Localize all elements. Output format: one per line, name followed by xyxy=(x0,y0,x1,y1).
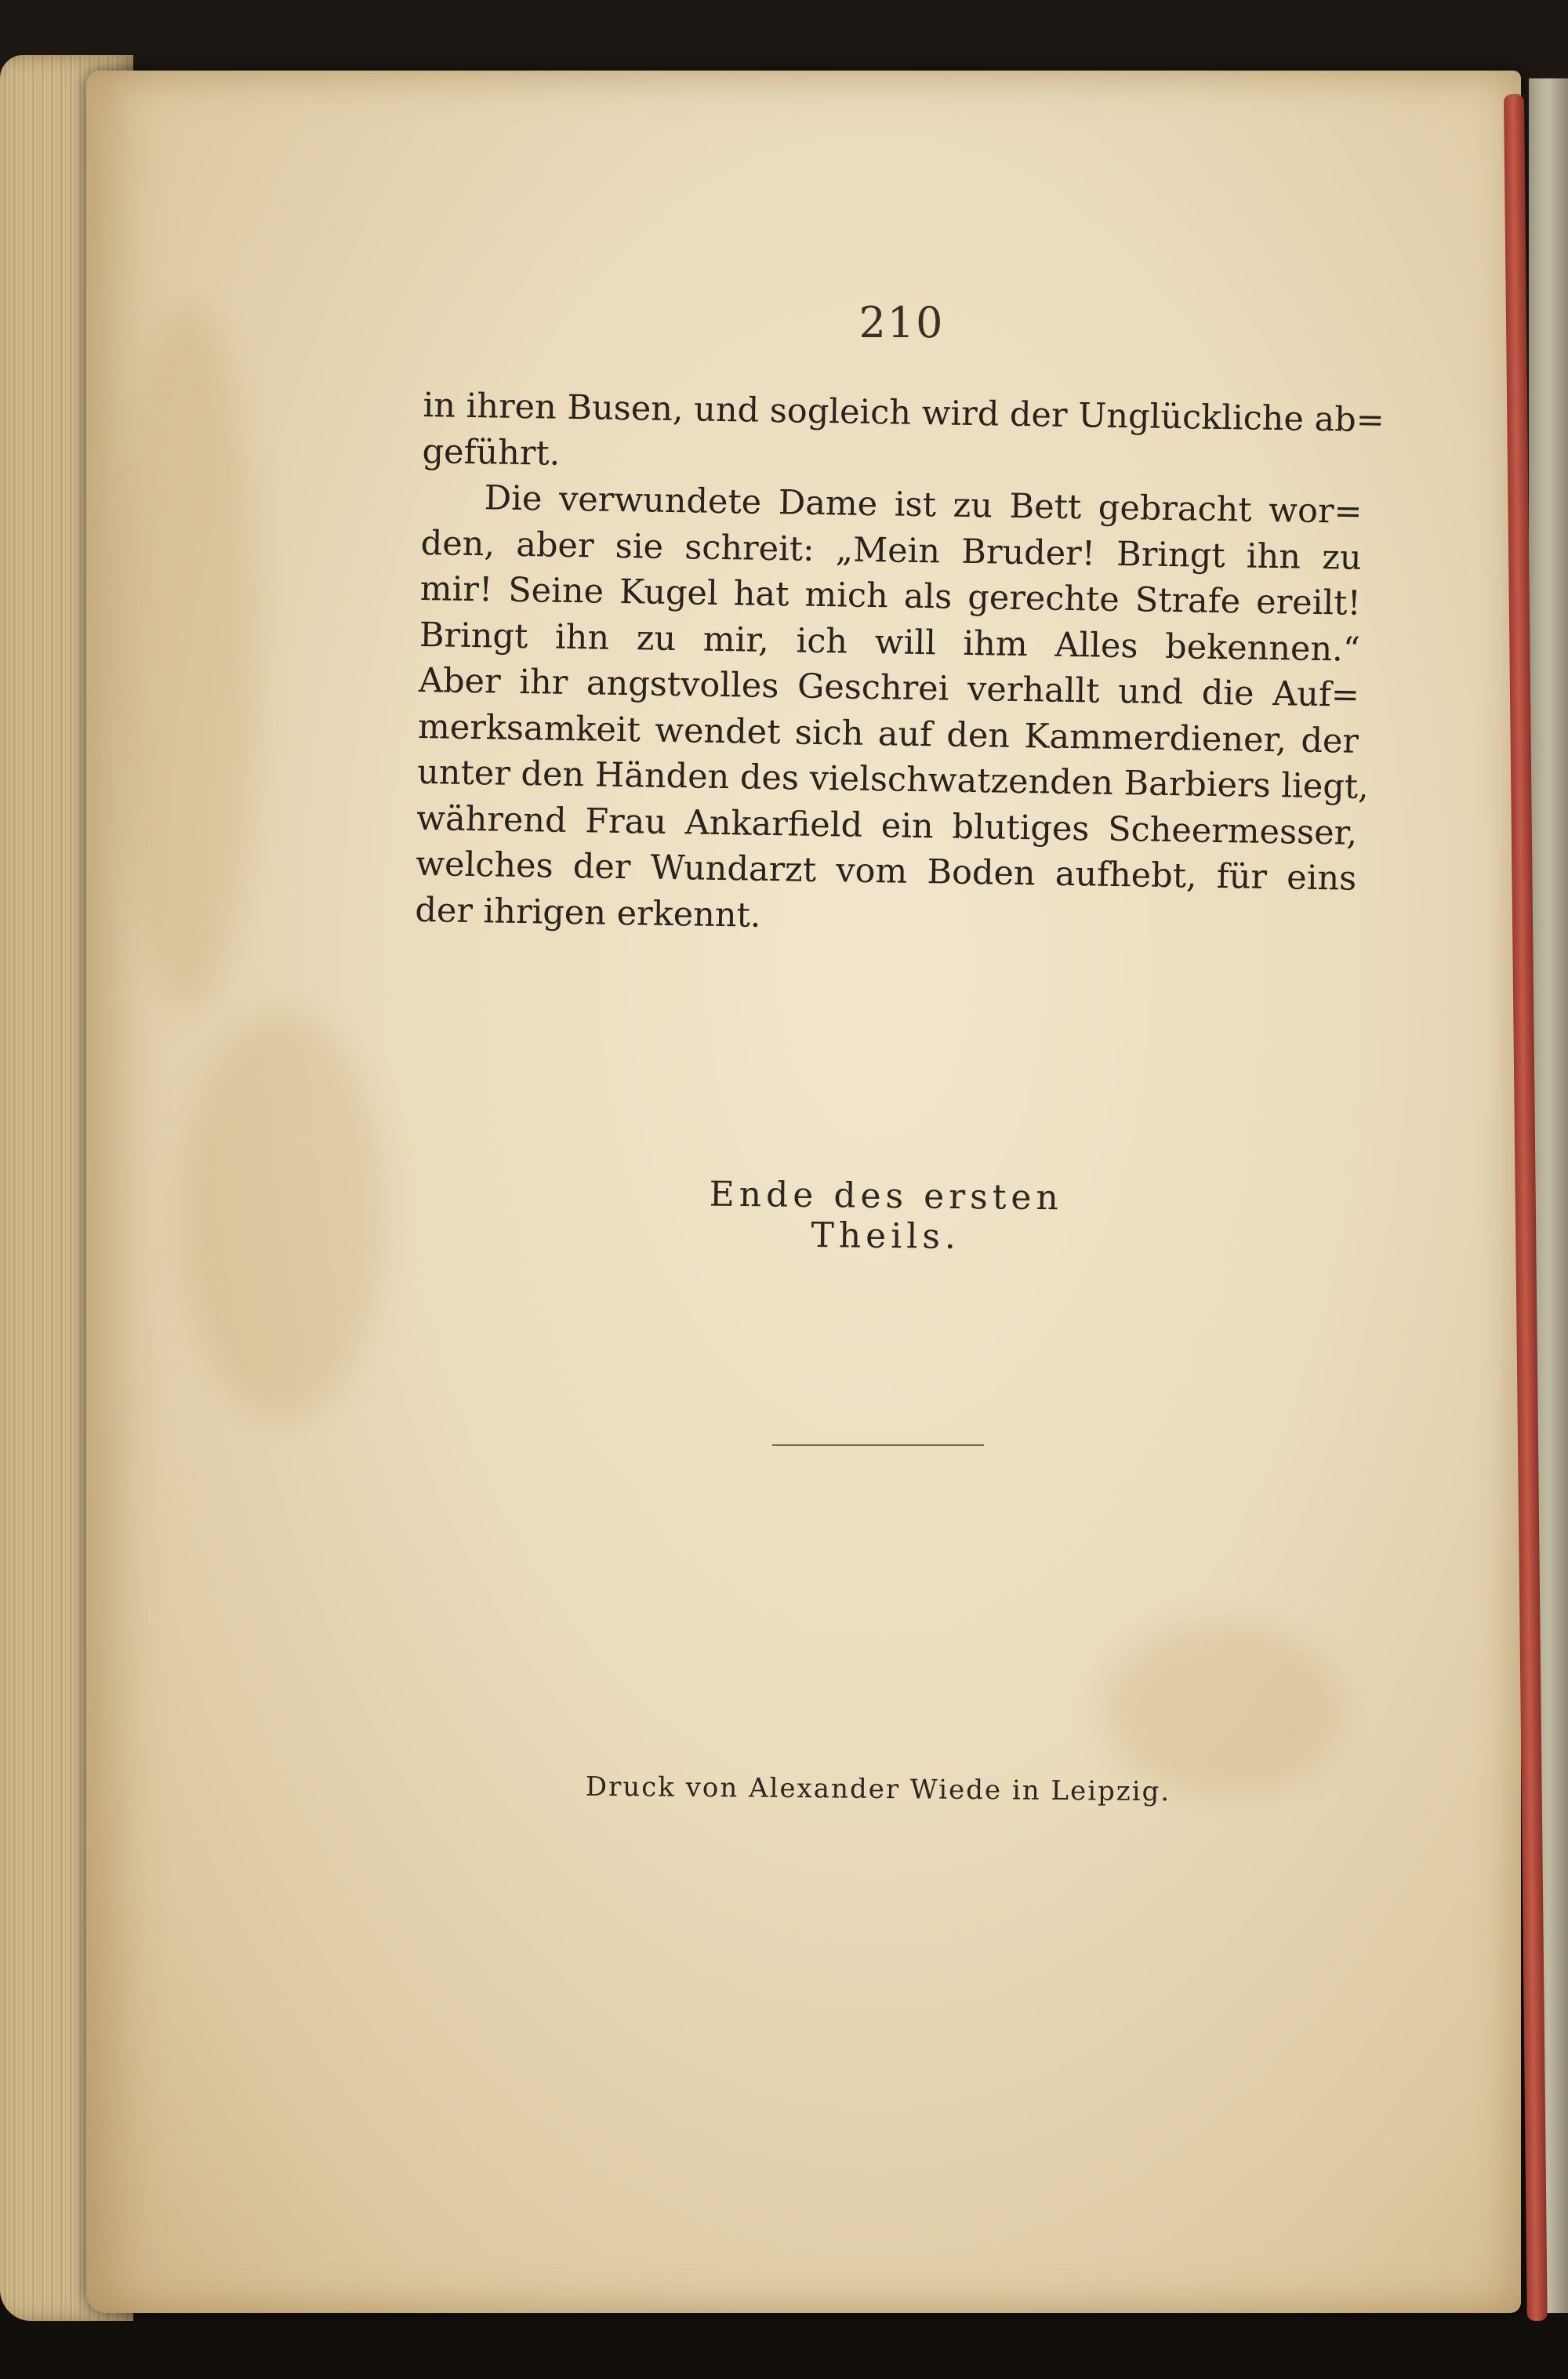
end-of-part-text: Ende des ersten Theils. xyxy=(709,1174,1064,1257)
text-line: in ihren Busen, und sogleich wird der Unglückliche ab= xyxy=(423,385,1385,441)
text-line: welches der Wundarzt vom Boden aufhebt, für eins xyxy=(415,844,1357,899)
text-line: Bringt ihn zu mir, ich will ihm Alles bekennen.“ xyxy=(419,615,1361,670)
printer-imprint: Druck von Alexander Wiede in Leipzig. xyxy=(585,1771,1171,1808)
text-line: der ihrigen erkennt. xyxy=(415,890,761,935)
paper-stain xyxy=(1105,1623,1341,1796)
text-line: merksamkeit wendet sich auf den Kammerdiener, der xyxy=(417,706,1359,761)
page-number: 210 xyxy=(858,298,945,347)
body-text xyxy=(415,383,1385,948)
divider-rule xyxy=(772,1444,984,1446)
text-line: Die verwundete Dame ist zu Bett gebracht wor= xyxy=(484,478,1363,532)
text-line: mir! Seine Kugel hat mich als gerechte Strafe ereilt! xyxy=(419,568,1362,623)
text-line: unter den Händen des vielschwatzenden Barbiers liegt, xyxy=(416,752,1370,808)
paper-stain xyxy=(118,306,259,1012)
text-line: während Frau Ankarfield ein blutiges Scheermesser, xyxy=(416,798,1358,853)
paper-stain xyxy=(180,1012,384,1419)
text-line: geführt. xyxy=(422,431,561,474)
text-line: den, aber sie schreit: „Mein Bruder! Bringt ihn zu xyxy=(420,523,1363,578)
text-line: Aber ihr angstvolles Geschrei verhallt und die Auf= xyxy=(418,660,1360,715)
